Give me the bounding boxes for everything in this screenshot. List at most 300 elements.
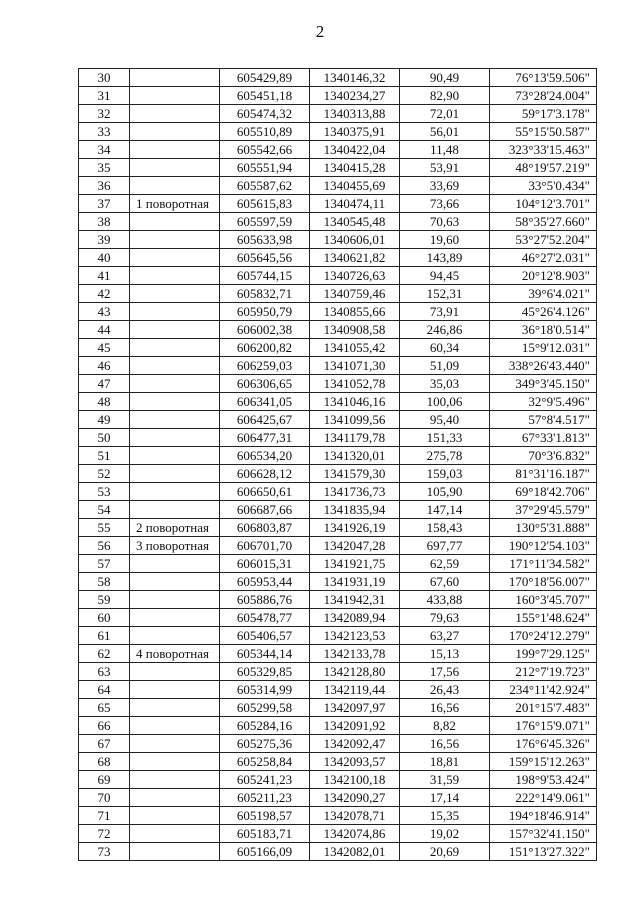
length-cell: 26,43 [400,681,490,699]
table-row [79,501,597,519]
length-cell: 20,69 [400,843,490,861]
x-coordinate-cell: 605198,57 [220,807,310,825]
point-note-cell [130,177,220,195]
length-cell: 105,90 [400,483,490,501]
y-coordinate-cell: 1340415,28 [310,159,400,177]
point-number-cell: 58 [79,573,130,591]
y-coordinate-cell: 1341931,19 [310,573,400,591]
x-coordinate-cell: 606803,87 [220,519,310,537]
y-coordinate-cell: 1340422,04 [310,141,400,159]
x-coordinate-cell: 606687,66 [220,501,310,519]
x-coordinate-cell: 605275,36 [220,735,310,753]
x-coordinate-cell: 606200,82 [220,339,310,357]
y-coordinate-cell: 1342128,80 [310,663,400,681]
table-row [79,195,597,213]
table-row [79,825,597,843]
direction-angle-cell: 81°31'16.187" [490,465,597,483]
x-coordinate-cell: 605344,14 [220,645,310,663]
table-row [79,411,597,429]
x-coordinate-cell: 605510,89 [220,123,310,141]
direction-angle-cell: 36°18'0.514" [490,321,597,339]
table-row [79,105,597,123]
length-cell: 11,48 [400,141,490,159]
table-row [79,375,597,393]
table-row [79,321,597,339]
point-note-cell: 4 поворотная [130,645,220,663]
point-number-cell: 54 [79,501,130,519]
point-note-cell [130,105,220,123]
table-row [79,393,597,411]
y-coordinate-cell: 1342092,47 [310,735,400,753]
direction-angle-cell: 170°24'12.279" [490,627,597,645]
point-note-cell [130,267,220,285]
length-cell: 152,31 [400,285,490,303]
point-number-cell: 73 [79,843,130,861]
y-coordinate-cell: 1340474,11 [310,195,400,213]
direction-angle-cell: 160°3'45.707" [490,591,597,609]
direction-angle-cell: 104°12'3.701" [490,195,597,213]
point-note-cell [130,609,220,627]
y-coordinate-cell: 1341055,42 [310,339,400,357]
x-coordinate-cell: 605258,84 [220,753,310,771]
x-coordinate-cell: 605429,89 [220,69,310,87]
y-coordinate-cell: 1341921,75 [310,555,400,573]
point-number-cell: 49 [79,411,130,429]
point-number-cell: 63 [79,663,130,681]
y-coordinate-cell: 1340375,91 [310,123,400,141]
y-coordinate-cell: 1342089,94 [310,609,400,627]
direction-angle-cell: 159°15'12.263" [490,753,597,771]
length-cell: 159,03 [400,465,490,483]
y-coordinate-cell: 1341835,94 [310,501,400,519]
point-note-cell [130,141,220,159]
x-coordinate-cell: 605299,58 [220,699,310,717]
point-note-cell [130,339,220,357]
point-number-cell: 64 [79,681,130,699]
direction-angle-cell: 67°33'1.813" [490,429,597,447]
point-number-cell: 55 [79,519,130,537]
point-note-cell [130,483,220,501]
x-coordinate-cell: 605615,83 [220,195,310,213]
y-coordinate-cell: 1341942,31 [310,591,400,609]
length-cell: 73,66 [400,195,490,213]
y-coordinate-cell: 1341071,30 [310,357,400,375]
y-coordinate-cell: 1340146,32 [310,69,400,87]
point-note-cell [130,735,220,753]
x-coordinate-cell: 605211,23 [220,789,310,807]
direction-angle-cell: 39°6'4.021" [490,285,597,303]
length-cell: 147,14 [400,501,490,519]
point-number-cell: 30 [79,69,130,87]
point-number-cell: 52 [79,465,130,483]
length-cell: 17,56 [400,663,490,681]
direction-angle-cell: 198°9'53.424" [490,771,597,789]
table-row [79,591,597,609]
point-number-cell: 71 [79,807,130,825]
y-coordinate-cell: 1342123,53 [310,627,400,645]
x-coordinate-cell: 606701,70 [220,537,310,555]
length-cell: 95,40 [400,411,490,429]
point-number-cell: 53 [79,483,130,501]
direction-angle-cell: 212°7'19.723" [490,663,597,681]
x-coordinate-cell: 606628,12 [220,465,310,483]
y-coordinate-cell: 1340606,01 [310,231,400,249]
point-note-cell [130,591,220,609]
y-coordinate-cell: 1340313,88 [310,105,400,123]
direction-angle-cell: 176°6'45.326" [490,735,597,753]
direction-angle-cell: 15°9'12.031" [490,339,597,357]
point-number-cell: 66 [79,717,130,735]
length-cell: 67,60 [400,573,490,591]
length-cell: 82,90 [400,87,490,105]
table-row [79,447,597,465]
table-row [79,429,597,447]
point-number-cell: 51 [79,447,130,465]
x-coordinate-cell: 605832,71 [220,285,310,303]
y-coordinate-cell: 1340621,82 [310,249,400,267]
x-coordinate-cell: 605314,99 [220,681,310,699]
point-number-cell: 47 [79,375,130,393]
point-note-cell [130,249,220,267]
length-cell: 90,49 [400,69,490,87]
length-cell: 433,88 [400,591,490,609]
length-cell: 79,63 [400,609,490,627]
point-note-cell [130,825,220,843]
point-number-cell: 44 [79,321,130,339]
point-number-cell: 72 [79,825,130,843]
table-row [79,645,597,663]
length-cell: 33,69 [400,177,490,195]
length-cell: 17,14 [400,789,490,807]
table-row [79,465,597,483]
point-note-cell [130,87,220,105]
direction-angle-cell: 58°35'27.660" [490,213,597,231]
table-row [79,213,597,231]
x-coordinate-cell: 605645,56 [220,249,310,267]
direction-angle-cell: 222°14'9.061" [490,789,597,807]
point-note-cell [130,159,220,177]
length-cell: 63,27 [400,627,490,645]
table-row [79,141,597,159]
point-number-cell: 39 [79,231,130,249]
direction-angle-cell: 37°29'45.579" [490,501,597,519]
point-note-cell [130,681,220,699]
y-coordinate-cell: 1340726,63 [310,267,400,285]
length-cell: 51,09 [400,357,490,375]
x-coordinate-cell: 606015,31 [220,555,310,573]
x-coordinate-cell: 605542,66 [220,141,310,159]
length-cell: 16,56 [400,735,490,753]
y-coordinate-cell: 1341579,30 [310,465,400,483]
point-number-cell: 41 [79,267,130,285]
point-number-cell: 46 [79,357,130,375]
point-note-cell [130,375,220,393]
y-coordinate-cell: 1341046,16 [310,393,400,411]
direction-angle-cell: 45°26'4.126" [490,303,597,321]
direction-angle-cell: 157°32'41.150" [490,825,597,843]
length-cell: 19,02 [400,825,490,843]
table-row [79,717,597,735]
point-number-cell: 62 [79,645,130,663]
y-coordinate-cell: 1342097,97 [310,699,400,717]
x-coordinate-cell: 606650,61 [220,483,310,501]
direction-angle-cell: 70°3'6.832" [490,447,597,465]
x-coordinate-cell: 605241,23 [220,771,310,789]
length-cell: 697,77 [400,537,490,555]
x-coordinate-cell: 605551,94 [220,159,310,177]
table-row [79,159,597,177]
point-note-cell: 3 поворотная [130,537,220,555]
point-number-cell: 31 [79,87,130,105]
y-coordinate-cell: 1342090,27 [310,789,400,807]
direction-angle-cell: 33°5'0.434" [490,177,597,195]
x-coordinate-cell: 606306,65 [220,375,310,393]
point-note-cell [130,699,220,717]
x-coordinate-cell: 605166,09 [220,843,310,861]
x-coordinate-cell: 605183,71 [220,825,310,843]
length-cell: 16,56 [400,699,490,717]
direction-angle-cell: 20°12'8.903" [490,267,597,285]
point-note-cell [130,555,220,573]
point-number-cell: 70 [79,789,130,807]
coordinates-table-body [79,69,597,861]
x-coordinate-cell: 605474,32 [220,105,310,123]
direction-angle-cell: 170°18'56.007" [490,573,597,591]
table-row [79,519,597,537]
table-row [79,627,597,645]
x-coordinate-cell: 606341,05 [220,393,310,411]
point-number-cell: 42 [79,285,130,303]
table-row [79,609,597,627]
point-note-cell [130,69,220,87]
point-note-cell [130,717,220,735]
y-coordinate-cell: 1342074,86 [310,825,400,843]
table-row [79,537,597,555]
direction-angle-cell: 190°12'54.103" [490,537,597,555]
x-coordinate-cell: 605950,79 [220,303,310,321]
direction-angle-cell: 53°27'52.204" [490,231,597,249]
x-coordinate-cell: 606425,67 [220,411,310,429]
y-coordinate-cell: 1341926,19 [310,519,400,537]
table-row [79,555,597,573]
direction-angle-cell: 59°17'3.178" [490,105,597,123]
table-row [79,681,597,699]
length-cell: 158,43 [400,519,490,537]
point-note-cell [130,429,220,447]
point-number-cell: 50 [79,429,130,447]
direction-angle-cell: 171°11'34.582" [490,555,597,573]
x-coordinate-cell: 605451,18 [220,87,310,105]
y-coordinate-cell: 1342093,57 [310,753,400,771]
page-number: 2 [315,22,325,41]
length-cell: 60,34 [400,339,490,357]
x-coordinate-cell: 605886,76 [220,591,310,609]
y-coordinate-cell: 1341736,73 [310,483,400,501]
length-cell: 56,01 [400,123,490,141]
length-cell: 94,45 [400,267,490,285]
x-coordinate-cell: 605284,16 [220,717,310,735]
direction-angle-cell: 69°18'42.706" [490,483,597,501]
length-cell: 246,86 [400,321,490,339]
table-row [79,267,597,285]
point-number-cell: 69 [79,771,130,789]
y-coordinate-cell: 1340908,58 [310,321,400,339]
table-row [79,357,597,375]
point-number-cell: 56 [79,537,130,555]
length-cell: 35,03 [400,375,490,393]
length-cell: 62,59 [400,555,490,573]
table-row [79,843,597,861]
table-row [79,807,597,825]
point-number-cell: 36 [79,177,130,195]
point-number-cell: 48 [79,393,130,411]
direction-angle-cell: 349°3'45.150" [490,375,597,393]
point-number-cell: 60 [79,609,130,627]
direction-angle-cell: 151°13'27.322" [490,843,597,861]
x-coordinate-cell: 605633,98 [220,231,310,249]
length-cell: 31,59 [400,771,490,789]
point-number-cell: 61 [79,627,130,645]
point-number-cell: 37 [79,195,130,213]
length-cell: 151,33 [400,429,490,447]
length-cell: 15,13 [400,645,490,663]
table-row [79,771,597,789]
length-cell: 15,35 [400,807,490,825]
point-note-cell [130,393,220,411]
point-note-cell [130,465,220,483]
direction-angle-cell: 57°8'4.517" [490,411,597,429]
direction-angle-cell: 199°7'29.125" [490,645,597,663]
table-row [79,789,597,807]
point-note-cell [130,447,220,465]
table-row [79,735,597,753]
point-note-cell [130,303,220,321]
length-cell: 19,60 [400,231,490,249]
point-number-cell: 40 [79,249,130,267]
point-number-cell: 32 [79,105,130,123]
point-note-cell [130,231,220,249]
x-coordinate-cell: 606477,31 [220,429,310,447]
length-cell: 18,81 [400,753,490,771]
point-note-cell [130,663,220,681]
direction-angle-cell: 46°27'2.031" [490,249,597,267]
point-note-cell: 2 поворотная [130,519,220,537]
point-note-cell: 1 поворотная [130,195,220,213]
table-row [79,663,597,681]
point-number-cell: 35 [79,159,130,177]
table-row [79,87,597,105]
point-number-cell: 59 [79,591,130,609]
y-coordinate-cell: 1341099,56 [310,411,400,429]
length-cell: 70,63 [400,213,490,231]
x-coordinate-cell: 606259,03 [220,357,310,375]
point-note-cell [130,771,220,789]
y-coordinate-cell: 1342078,71 [310,807,400,825]
point-note-cell [130,321,220,339]
direction-angle-cell: 155°1'48.624" [490,609,597,627]
point-number-cell: 43 [79,303,130,321]
y-coordinate-cell: 1341320,01 [310,447,400,465]
point-number-cell: 38 [79,213,130,231]
point-note-cell [130,123,220,141]
x-coordinate-cell: 605597,59 [220,213,310,231]
point-note-cell [130,753,220,771]
point-number-cell: 57 [79,555,130,573]
direction-angle-cell: 323°33'15.463" [490,141,597,159]
length-cell: 53,91 [400,159,490,177]
y-coordinate-cell: 1340234,27 [310,87,400,105]
table-row [79,249,597,267]
table-row [79,177,597,195]
point-note-cell [130,357,220,375]
x-coordinate-cell: 605953,44 [220,573,310,591]
y-coordinate-cell: 1340855,66 [310,303,400,321]
table-row [79,573,597,591]
y-coordinate-cell: 1342082,01 [310,843,400,861]
point-number-cell: 45 [79,339,130,357]
point-note-cell [130,213,220,231]
x-coordinate-cell: 605587,62 [220,177,310,195]
direction-angle-cell: 234°11'42.924" [490,681,597,699]
direction-angle-cell: 48°19'57.219" [490,159,597,177]
length-cell: 100,06 [400,393,490,411]
y-coordinate-cell: 1340545,48 [310,213,400,231]
length-cell: 143,89 [400,249,490,267]
point-note-cell [130,501,220,519]
point-number-cell: 33 [79,123,130,141]
direction-angle-cell: 73°28'24.004" [490,87,597,105]
direction-angle-cell: 176°15'9.071" [490,717,597,735]
y-coordinate-cell: 1342119,44 [310,681,400,699]
direction-angle-cell: 32°9'5.496" [490,393,597,411]
direction-angle-cell: 194°18'46.914" [490,807,597,825]
x-coordinate-cell: 605744,15 [220,267,310,285]
x-coordinate-cell: 605406,57 [220,627,310,645]
table-row [79,753,597,771]
y-coordinate-cell: 1342091,92 [310,717,400,735]
x-coordinate-cell: 606002,38 [220,321,310,339]
y-coordinate-cell: 1340455,69 [310,177,400,195]
point-number-cell: 67 [79,735,130,753]
length-cell: 8,82 [400,717,490,735]
direction-angle-cell: 130°5'31.888" [490,519,597,537]
table-row [79,285,597,303]
point-number-cell: 65 [79,699,130,717]
point-note-cell [130,627,220,645]
direction-angle-cell: 201°15'7.483" [490,699,597,717]
y-coordinate-cell: 1342100,18 [310,771,400,789]
length-cell: 73,91 [400,303,490,321]
x-coordinate-cell: 605478,77 [220,609,310,627]
table-row [79,69,597,87]
length-cell: 275,78 [400,447,490,465]
y-coordinate-cell: 1341179,78 [310,429,400,447]
y-coordinate-cell: 1341052,78 [310,375,400,393]
direction-angle-cell: 338°26'43.440" [490,357,597,375]
y-coordinate-cell: 1342133,78 [310,645,400,663]
table-row [79,339,597,357]
coordinates-table [78,68,597,861]
point-number-cell: 34 [79,141,130,159]
point-note-cell [130,285,220,303]
table-row [79,303,597,321]
x-coordinate-cell: 605329,85 [220,663,310,681]
point-note-cell [130,807,220,825]
point-note-cell [130,843,220,861]
length-cell: 72,01 [400,105,490,123]
point-number-cell: 68 [79,753,130,771]
point-note-cell [130,573,220,591]
